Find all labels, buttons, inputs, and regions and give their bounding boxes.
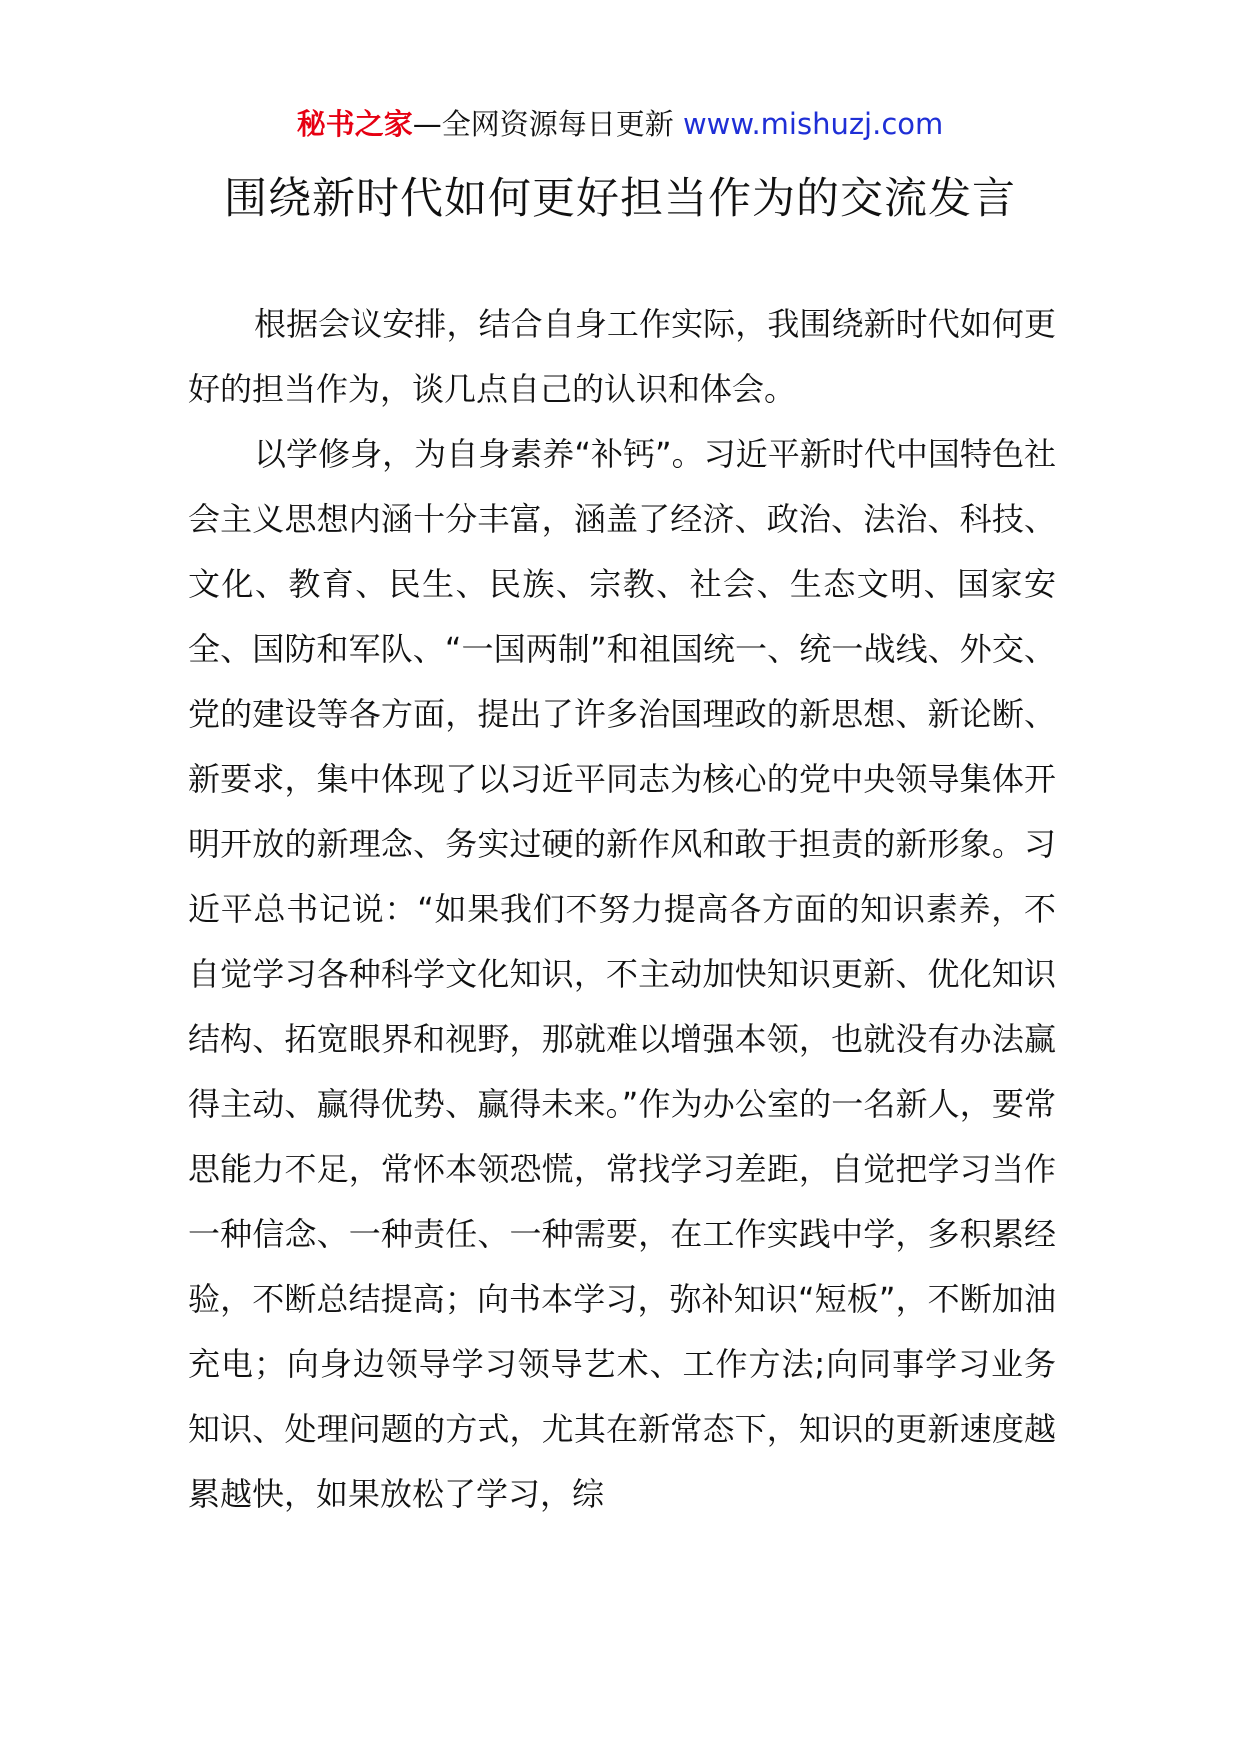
site-brand: 秘书之家 [296,107,413,141]
document-body [188,292,1056,1527]
document-title: 围绕新时代如何更好担当作为的交流发言 [224,174,1016,224]
site-url-link[interactable]: www.mishuzj.com [682,107,944,141]
site-tagline: —全网资源每日更新 [412,107,674,141]
paragraph-intro: 根据会议安排，结合自身工作实际，我围绕新时代如何更好的担当作为，谈几点自己的认识和体会。 [188,305,1056,408]
paragraph-study: 以学修身，为自身素养“补钙”。习近平新时代中国特色社会主义思想内涵十分丰富，涵盖了经济、政治、法治、科技、文化、教育、民生、民族、宗教、社会、生态文明、国家安全、国防和军队、“一国两制”和祖国统一、统一战线、外交、党的建设等各方面，提出了许多治国理政的新思想、新论断、新要求，集中体现了以习近平同志为核心的党中央领导集体开明开放的新理念、务实过硬的新作风和敢于担责的新形象。习近平总书记说：“如果我们不努力提高各方面的知识素养，不自觉学习各种科学文化知识，不主动加快知识更新、优化知识结构、拓宽眼界和视野，那就难以增强本领，也就没有办法赢得主动、赢得优势、赢得未来。”作为办公室的一名新人，要常思能力不足，常怀本领恐慌，常找学习差距，自觉把学习当作一种信念、一种责任、一种需要，在工作实践中学，多积累经验，不断总结提高；向书本学习，弥补知识“短板”，不断加油充电；向身边领导学习领导艺术、工作方法;向同事学习业务知识、处理问题的方式，尤其在新常态下，知识的更新速度越累越快，如果放松了学习，综 [188,435,1056,1513]
site-header [0,100,1240,148]
